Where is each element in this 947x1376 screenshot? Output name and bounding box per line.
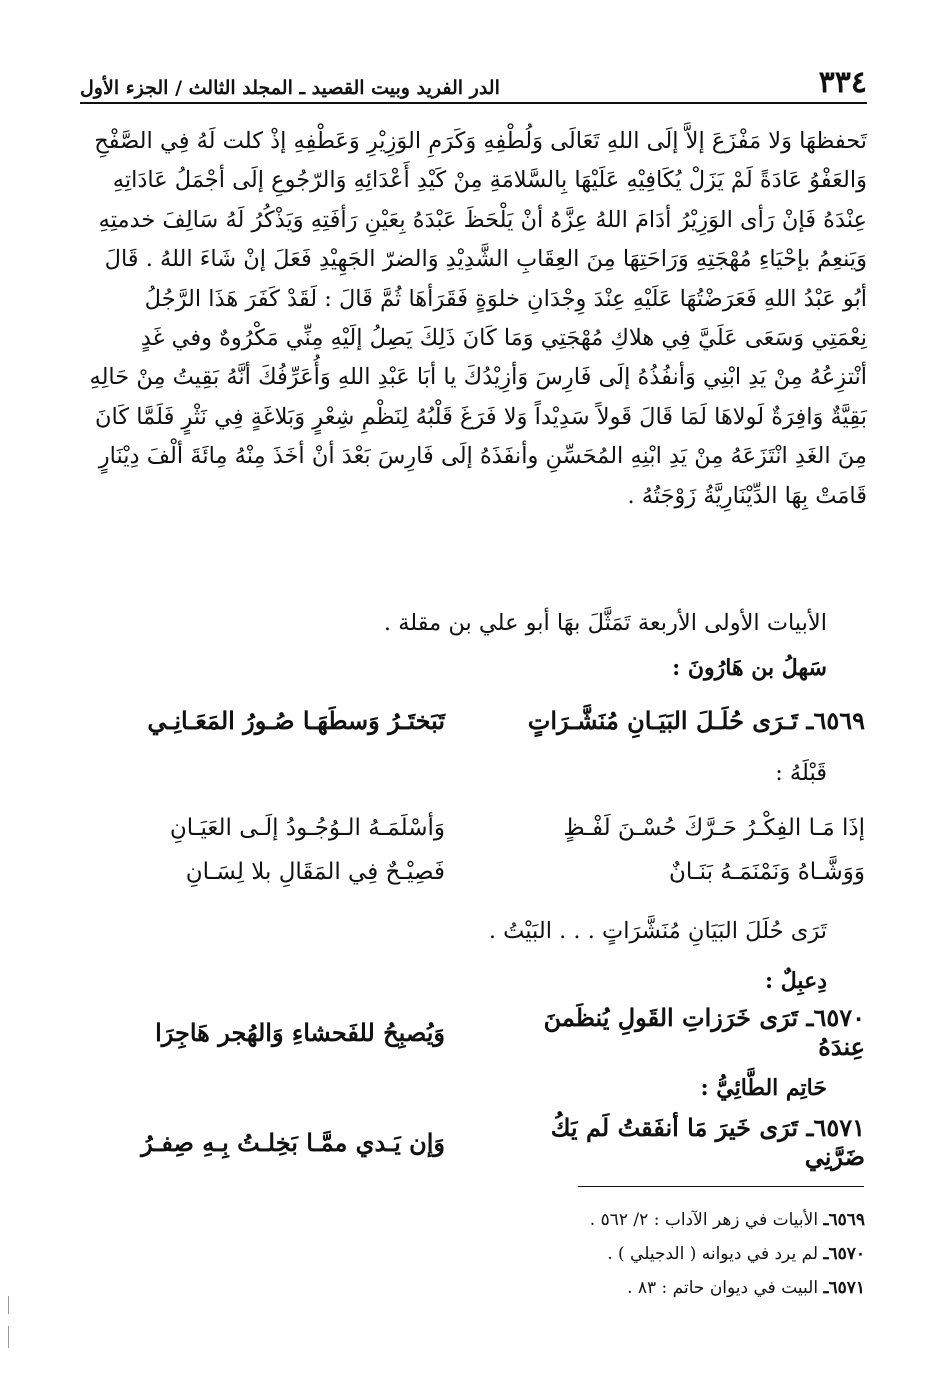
poet-name: دِعبِلٌ : <box>764 968 827 994</box>
footnote-text: لم يرد في ديوانه ( الدجيلي ) . <box>607 1244 819 1264</box>
hemistich-text: تَرَى خَيرَ مَا أنفَقتُ لَم يَكُ ضَرَّنِي <box>550 1113 865 1171</box>
prose-line: مِنَ الغَدِ انْتَزَعَهُ مِنْ يَدِ ابْنِهِ المُحَسِّنِ وأنفَذَهُ إلَى فَارِسَ بَعْدَ أنْ أخَذَ مِنْهُ مِائَةَ ألْفَ دِيْنَارٍ <box>98 443 867 470</box>
verse-6571 <box>110 1113 865 1171</box>
hemistich-text: تَـرَى حُلَـلَ البَيَـانِ مُنَشَّـرَاتٍ <box>527 705 799 735</box>
prose-line: وَالعَفْوُ عَادَةً لَمْ يَزَلْ يُكَافِيْهِ عَلَيْهَا بِالسَّلامَةِ مِنْ كَيْدِ أَعْدَائِهِ وَالرّجُوعِ إلَى أجْمَلُ عَادَاتِهِ <box>112 167 867 194</box>
running-header <box>80 58 867 98</box>
footnote-rule <box>578 1186 864 1187</box>
prose-line: أنْتزِعُهُ مِنْ يَدِ ابْنِي وَأنفُذُهُ إلَى فَارِسَ وَأزِيْدُكَ يا أبَا عَبْدِ اللهِ وَأُعَرِّفُكَ أنَّهُ بَقِيتُ مِنْ حَالِهِ <box>89 364 867 391</box>
scan-edge-mark <box>8 1296 9 1314</box>
repeated-verse-ref: تَرَى حُلَلَ البَيَانِ مُنَشَّرَاتٍ . . . البَيْتُ . <box>488 918 827 944</box>
verse-6569 <box>110 700 865 740</box>
poet-name: سَهلُ بن هَارُونَ : <box>672 655 827 681</box>
verse-6570 <box>110 1003 865 1061</box>
scan-edge-mark <box>8 1326 9 1348</box>
verse-number: ٦٥٧٠ـ <box>806 1003 865 1032</box>
verse-first-hemistich <box>505 706 865 735</box>
footnote-number: ٦٥٧٠ـ <box>823 1244 865 1264</box>
verse-first-hemistich: إذَا مَـا الفِكْـرُ حَـرَّكَ حُسْـنَ لَفْـظٍ <box>563 815 865 841</box>
prose-line: نِعْمَتِي وَسَعَى عَلَيَّ فِي هلاكِ مُهْجَتِي وَمَا كَانَ ذَلِكَ يَصِلُ إلَيْهِ مِنِّي مَكْرُوهٌ وفي غَدٍ <box>140 325 867 352</box>
verse-second-hemistich: وَيُصبِحُ للفَحشاءِ وَالهُجر هَاجِرَا <box>155 1017 445 1047</box>
footnote <box>590 1210 865 1230</box>
prose-line: عِنْدَهُ فَإنْ رَأى الوَزِيْرُ أدَامَ اللهُ عِزَّهُ أنْ يَلْحَظَ عَبْدَهُ بِعَيْنِ رَأفَتِهِ وَيَذْكُرُ لَهُ سَالِفَ خدمتِهِ <box>98 206 867 233</box>
footnote-number: ٦٥٧١ـ <box>823 1278 865 1298</box>
qablahu-label: قَبْلَهُ : <box>775 760 827 786</box>
prose-line: أبُو عَبْدُ اللهِ فَعَرَضْتُهَا عَلَيْهِ عِنْدَ وِجْدَانِ خلوَةٍ فَقَرَأهَا ثُمَّ قَالَ : لَقَدْ كَفَرَ هَذَا الرَّجُلُ <box>144 285 867 312</box>
verse-second-hemistich: وَأسْلَمَـهُ الـوُجُـودُ إلَـى العَيَـانِ <box>169 815 445 841</box>
running-title: الدر الفريد وبيت القصيد ـ المجلد الثالث / الجزء الأول <box>80 77 500 99</box>
header-rule <box>80 102 867 104</box>
editor-note: الأبيات الأولى الأربعة تَمَثَّلَ بهَا أبو علي بن مقلة . <box>383 610 827 636</box>
hemistich-text: تَرَى خَرَزاتِ القَولِ يُنظَمنَ عِندَهُ <box>543 1003 865 1061</box>
prose-line: تَحفظهَا وَلا مَفْزَعَ إلاَّ إلَى اللهِ تَعَالَى وَلُطْفِهِ وَكَرَمِ الوَزِيْرِ وَعَطْفِهِ إذْ كلت لَهُ فِي الصَّفْحِ <box>94 128 867 154</box>
verse-number: ٦٥٧١ـ <box>806 1113 865 1142</box>
prose-paragraph <box>80 122 867 516</box>
prose-line: قَامَتْ بِهَا الدِّيْنَارِيَّةُ زَوْجَتُهُ . <box>627 482 867 509</box>
prose-line: وَيَنعِمُ بإحْيَاءِ مُهْجَتِهِ وَرَاحَتِهَا مِنَ العِقَابِ الشَّدِيْدِ وَالضرّ الجَهِيْدِ فَعَلَ إنْ شَاءَ اللهُ . قَالَ <box>104 246 867 273</box>
page-number: ٣٣٤ <box>818 65 867 100</box>
prose-line: بَقِيَّةٌ وَافِرَةٌ لَولاهَا لَمَا قَالَ قَولاً سَدِيْداً وَلا فَرَغَ قَلْبُهُ لِنَظْمِ شِعْرٍ وَبَلاغَةٍ فِي نَثْرٍ فَلَمَّا كَانَ <box>95 403 867 430</box>
verse-second-hemistich: تَبَختَـرُ وَسطَهَـا صُـورُ المَعَـانِـي <box>147 705 445 735</box>
footnote <box>607 1244 865 1264</box>
verse-first-hemistich: وَوَشَّـاهُ وَنَمْنَمَـهُ بَنَـانٌ <box>669 859 865 885</box>
verse-first-hemistich <box>505 1113 865 1171</box>
footnote-text: البيت في ديوان حاتم : ٨٣ . <box>627 1278 819 1298</box>
footnote-number: ٦٥٦٩ـ <box>823 1210 865 1230</box>
verse-before-1 <box>110 808 865 848</box>
verse-second-hemistich: فَصِيْـحٌ فِي المَقَالِ بلا لِسَـانِ <box>185 859 445 885</box>
verse-before-2 <box>110 852 865 892</box>
footnote-text: الأبيات في زهر الآداب : ٢/ ٥٦٢ . <box>589 1210 819 1230</box>
footnote <box>627 1278 865 1298</box>
poet-name: حَاتِم الطَّائِيُّ : <box>700 1075 827 1101</box>
verse-first-hemistich <box>505 1003 865 1061</box>
verse-number: ٦٥٦٩ـ <box>806 705 865 735</box>
verse-second-hemistich: وَإن يَـدي ممَّـا بَخِلـتُ بِـهِ صِفـرُ <box>141 1127 445 1157</box>
